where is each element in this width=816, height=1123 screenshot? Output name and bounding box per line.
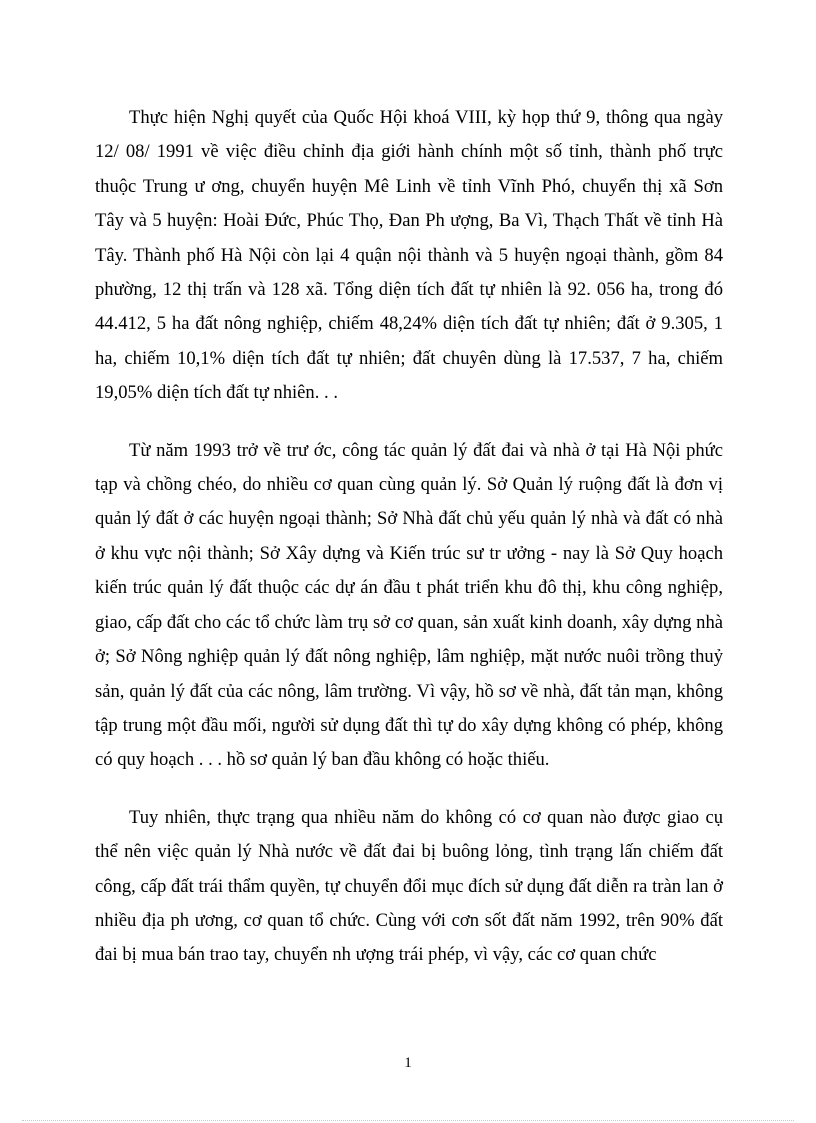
paragraph-1: Thực hiện Nghị quyết của Quốc Hội khoá VIII, kỳ họp thứ 9, thông qua ngày 12/ 08/ 1991 về việc điều chỉnh địa giới hành chính một số tỉnh, thành phố trực thuộc Trung ư ơng, chuyển huyện Mê Linh về tỉnh Vĩnh Phó, chuyển thị xã Sơn Tây và 5 huyện: Hoài Đức, Phúc Thọ, Đan Ph ượng, Ba Vì, Thạch Thất về tỉnh Hà Tây. Thành phố Hà Nội còn lại 4 quận nội thành và 5 huyện ngoại thành, gồm 84 phường, 12 thị trấn và 128 xã. Tổng diện tích đất tự nhiên là 92. 056 ha, trong đó 44.412, 5 ha đất nông nghiệp, chiếm 48,24% diện tích đất tự nhiên; đất ở 9.305, 1 ha, chiếm 10,1% diện tích đất tự nhiên; đất chuyên dùng là 17.537, 7 ha, chiếm 19,05% diện tích đất tự nhiên. . . [95,107,723,404]
page-bottom-edge [22,1120,794,1121]
paragraph-3: Tuy nhiên, thực trạng qua nhiều năm do không có cơ quan nào được giao cụ thể nên việc quản lý Nhà nước về đất đai bị buông lỏng, tình trạng lấn chiếm đất công, cấp đất trái thẩm quyền, tự chuyển đổi mục đích sử dụng đất diễn ra tràn lan ở nhiều địa ph ương, cơ quan tổ chức. Cùng với cơn sốt đất năm 1992, trên 90% đất đai bị mua bán trao tay, chuyển nh ượng trái phép, vì vậy, các cơ quan chức [95,806,723,966]
page-number: 1 [404,1055,412,1071]
paragraph-2: Từ năm 1993 trở về trư ớc, công tác quản lý đất đai và nhà ở tại Hà Nội phức tạp và chồng chéo, do nhiều cơ quan cùng quản lý. Sở Quản lý ruộng đất là đơn vị quản lý đất ở các huyện ngoại thành; Sở Nhà đất chủ yếu quản lý nhà và đất có nhà ở khu vực nội thành; Sở Xây dựng và Kiến trúc sư tr ưởng - nay là Sở Quy hoạch kiến trúc quản lý đất thuộc các dự án đầu t phát triển khu đô thị, khu công nghiệp, giao, cấp đất cho các tổ chức làm trụ sở cơ quan, sản xuất kinh doanh, xây dựng nhà ở; Sở Nông nghiệp quản lý đất nông nghiệp, lâm nghiệp, mặt nước nuôi trồng thuỷ sản, quản lý đất của các nông, lâm trường. Vì vậy, hồ sơ về nhà, đất tản mạn, không tập trung một đầu mối, người sử dụng đất thì tự do xây dựng không có phép, không có quy hoạch . . . hồ sơ quản lý ban đầu không có hoặc thiếu. [95,439,723,771]
page-body [95,101,723,973]
